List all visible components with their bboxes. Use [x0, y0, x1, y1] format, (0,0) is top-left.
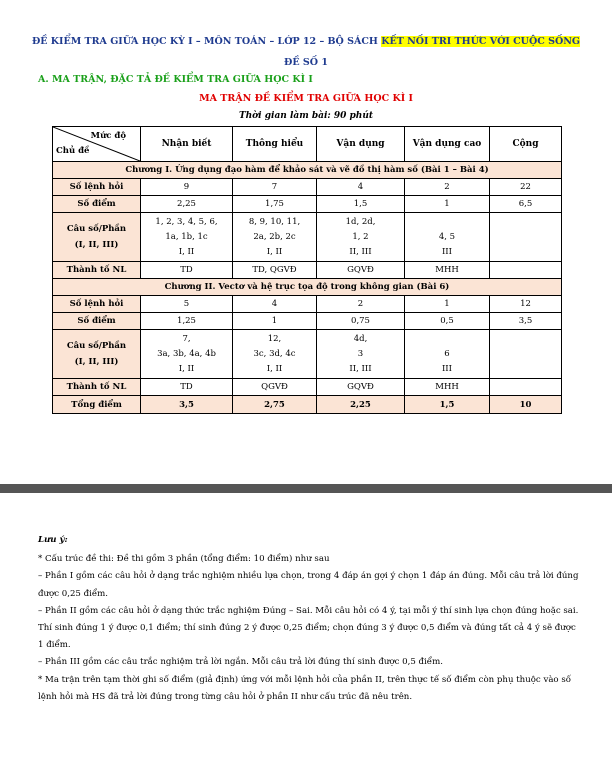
exam-number: ĐỀ SỐ 1 — [284, 57, 328, 68]
total-label: Tổng điểm — [53, 396, 141, 414]
title-main: ĐỀ KIỂM TRA GIỮA HỌC KỲ I – MÔN TOÁN – LỚP 12 – BỘ SÁCH — [31, 36, 382, 47]
cell: QGVĐ — [233, 379, 317, 396]
row-label: Thành tố NL — [53, 262, 141, 279]
cell: 1,25 — [141, 313, 233, 330]
cell: MHH — [405, 379, 490, 396]
section-a-heading: A. MA TRẬN, ĐẶC TẢ ĐỀ KIỂM TRA GIỮA HỌC KÌ I — [38, 74, 313, 85]
cell-line: 3c, 3d, 4c — [253, 348, 296, 359]
cell: 2 — [405, 179, 490, 196]
cell — [490, 330, 562, 379]
corner-cell — [53, 127, 141, 162]
col-header: Cộng — [490, 127, 562, 162]
row-label: Số điểm — [53, 313, 141, 330]
cell-line — [405, 332, 489, 347]
cell-line: 7, — [182, 333, 191, 344]
exam-matrix-table — [52, 126, 562, 414]
cell: 0,5 — [405, 313, 490, 330]
cell-line: 2a, 2b, 2c — [253, 231, 296, 242]
cell-line: 4, 5 — [438, 231, 456, 242]
col-header: Vận dụng — [317, 127, 405, 162]
cell: 1 — [405, 196, 490, 213]
cell: 9 — [141, 179, 233, 196]
cell: 12 — [490, 296, 562, 313]
table-row — [53, 196, 562, 213]
table-row — [53, 262, 562, 279]
cell — [317, 330, 405, 379]
cell: 1,75 — [233, 196, 317, 213]
cell — [405, 330, 490, 379]
table-row — [53, 330, 562, 379]
cell-line: 1d, 2d, — [345, 216, 376, 227]
cell: GQVĐ — [317, 262, 405, 279]
chapter-1-row — [53, 162, 562, 179]
cell: GQVĐ — [317, 379, 405, 396]
cell-line: II, III — [349, 246, 372, 257]
table-row — [53, 213, 562, 262]
cell-line: 1, 2, 3, 4, 5, 6, — [155, 216, 218, 227]
total-cell: 2,25 — [317, 396, 405, 414]
col-header: Vận dụng cao — [405, 127, 490, 162]
cell-line: 1a, 1b, 1c — [165, 231, 208, 242]
cell: TD, QGVĐ — [233, 262, 317, 279]
cell — [141, 213, 233, 262]
cell: 3,5 — [490, 313, 562, 330]
cell — [490, 379, 562, 396]
row-label: Số lệnh hỏi — [53, 296, 141, 313]
note-line: * Ma trận trên tạm thời ghi số điểm (giả định) ứng với mỗi lệnh hỏi của phần II, trên thực tế số điểm còn phụ thuộc vào số lệnh hỏi mà HS đã trả lời đúng trong từng câu hỏi ở phần II như cấu trúc đã nêu trên. — [38, 674, 572, 702]
document-title — [0, 36, 612, 47]
cell: 0,75 — [317, 313, 405, 330]
cell-line: 8, 9, 10, 11, — [248, 216, 301, 227]
cell-line: II, III — [349, 363, 372, 374]
notes-heading: Lưu ý: — [38, 535, 68, 545]
total-row — [53, 396, 562, 414]
col-header: Nhận biết — [141, 127, 233, 162]
row-label-line: (I, II, III) — [74, 240, 119, 250]
cell: 2 — [317, 296, 405, 313]
cell: 4 — [317, 179, 405, 196]
row-label — [53, 213, 141, 262]
cell: 1 — [233, 313, 317, 330]
cell-line — [405, 215, 489, 230]
cell-line: I, II — [266, 246, 283, 257]
row-label-line: (I, II, III) — [74, 357, 119, 367]
cell-line: I, II — [266, 363, 283, 374]
row-label — [53, 330, 141, 379]
total-cell: 10 — [490, 396, 562, 414]
col-header: Thông hiểu — [233, 127, 317, 162]
cell: MHH — [405, 262, 490, 279]
cell: TD — [141, 379, 233, 396]
cell-line: 3 — [357, 348, 364, 359]
cell — [317, 213, 405, 262]
table-row — [53, 313, 562, 330]
page-separator — [0, 484, 612, 493]
cell-line: 6 — [444, 348, 450, 359]
cell-line: I, II — [178, 246, 195, 257]
cell — [490, 213, 562, 262]
total-cell: 2,75 — [233, 396, 317, 414]
cell-line: 1, 2 — [352, 231, 369, 242]
cell — [405, 213, 490, 262]
row-label-line: Câu số/Phần — [66, 224, 127, 234]
row-label-line: Câu số/Phần — [66, 341, 127, 351]
row-label: Thành tố NL — [53, 379, 141, 396]
cell: 6,5 — [490, 196, 562, 213]
cell: 22 — [490, 179, 562, 196]
cell — [141, 330, 233, 379]
cell: 4 — [233, 296, 317, 313]
cell — [490, 262, 562, 279]
total-cell: 3,5 — [141, 396, 233, 414]
exam-time: Thời gian làm bài: 90 phút — [238, 111, 374, 121]
cell-line: III — [441, 363, 453, 374]
table-row — [53, 379, 562, 396]
row-label: Số lệnh hỏi — [53, 179, 141, 196]
cell-line: 3a, 3b, 4a, 4b — [157, 348, 216, 359]
title-highlight: KẾT NỐI TRI THỨC VỚI CUỘC SỐNG — [381, 36, 581, 47]
cell: 7 — [233, 179, 317, 196]
cell-line: III — [441, 246, 453, 257]
matrix-title: MA TRẬN ĐỀ KIỂM TRA GIỮA HỌC KÌ I — [199, 93, 413, 104]
cell: TD — [141, 262, 233, 279]
notes-section — [38, 532, 583, 706]
cell — [233, 213, 317, 262]
chapter-2-title: Chương II. Vectơ và hệ trục tọa độ trong không gian (Bài 6) — [53, 279, 562, 296]
cell-line: I, II — [178, 363, 195, 374]
row-label: Số điểm — [53, 196, 141, 213]
note-line: – Phần I gồm các câu hỏi ở dạng trắc nghiệm nhiều lựa chọn, trong 4 đáp án gợi ý chọn 1 đáp án đúng. Mỗi câu trả lời đúng được 0,25 điểm. — [38, 571, 579, 599]
table-row — [53, 296, 562, 313]
chapter-1-title: Chương I. Ứng dụng đạo hàm để khảo sát và vẽ đồ thị hàm số (Bài 1 – Bài 4) — [53, 162, 562, 179]
note-line: * Cấu trúc đề thi: Đề thi gồm 3 phần (tổng điểm: 10 điểm) như sau — [38, 554, 330, 565]
table-row — [53, 179, 562, 196]
cell: 5 — [141, 296, 233, 313]
header-row — [53, 127, 562, 162]
chapter-2-row — [53, 279, 562, 296]
cell — [233, 330, 317, 379]
note-line: – Phần III gồm các câu trắc nghiệm trả lời ngắn. Mỗi câu trả lời đúng thí sinh được 0,5 điểm. — [38, 657, 443, 668]
cell-line: 4d, — [353, 333, 368, 344]
corner-bottom-label: Chủ đề — [56, 146, 90, 156]
cell: 2,25 — [141, 196, 233, 213]
corner-top-label: Mức độ — [90, 131, 126, 141]
total-cell: 1,5 — [405, 396, 490, 414]
cell: 1 — [405, 296, 490, 313]
cell: 1,5 — [317, 196, 405, 213]
cell-line: 12, — [267, 333, 282, 344]
note-line: – Phần II gồm các câu hỏi ở dạng thức trắc nghiệm Đúng – Sai. Mỗi câu hỏi có 4 ý, tại mỗi ý thí sinh lựa chọn đúng hoặc sai. Thí sinh đúng 1 ý được 0,1 điểm; thí sinh đúng 2 ý được 0,25 điểm; chọn đúng 3 ý được 0,5 điểm và đúng tất cả 4 ý sẽ được 1 điểm. — [38, 605, 579, 651]
